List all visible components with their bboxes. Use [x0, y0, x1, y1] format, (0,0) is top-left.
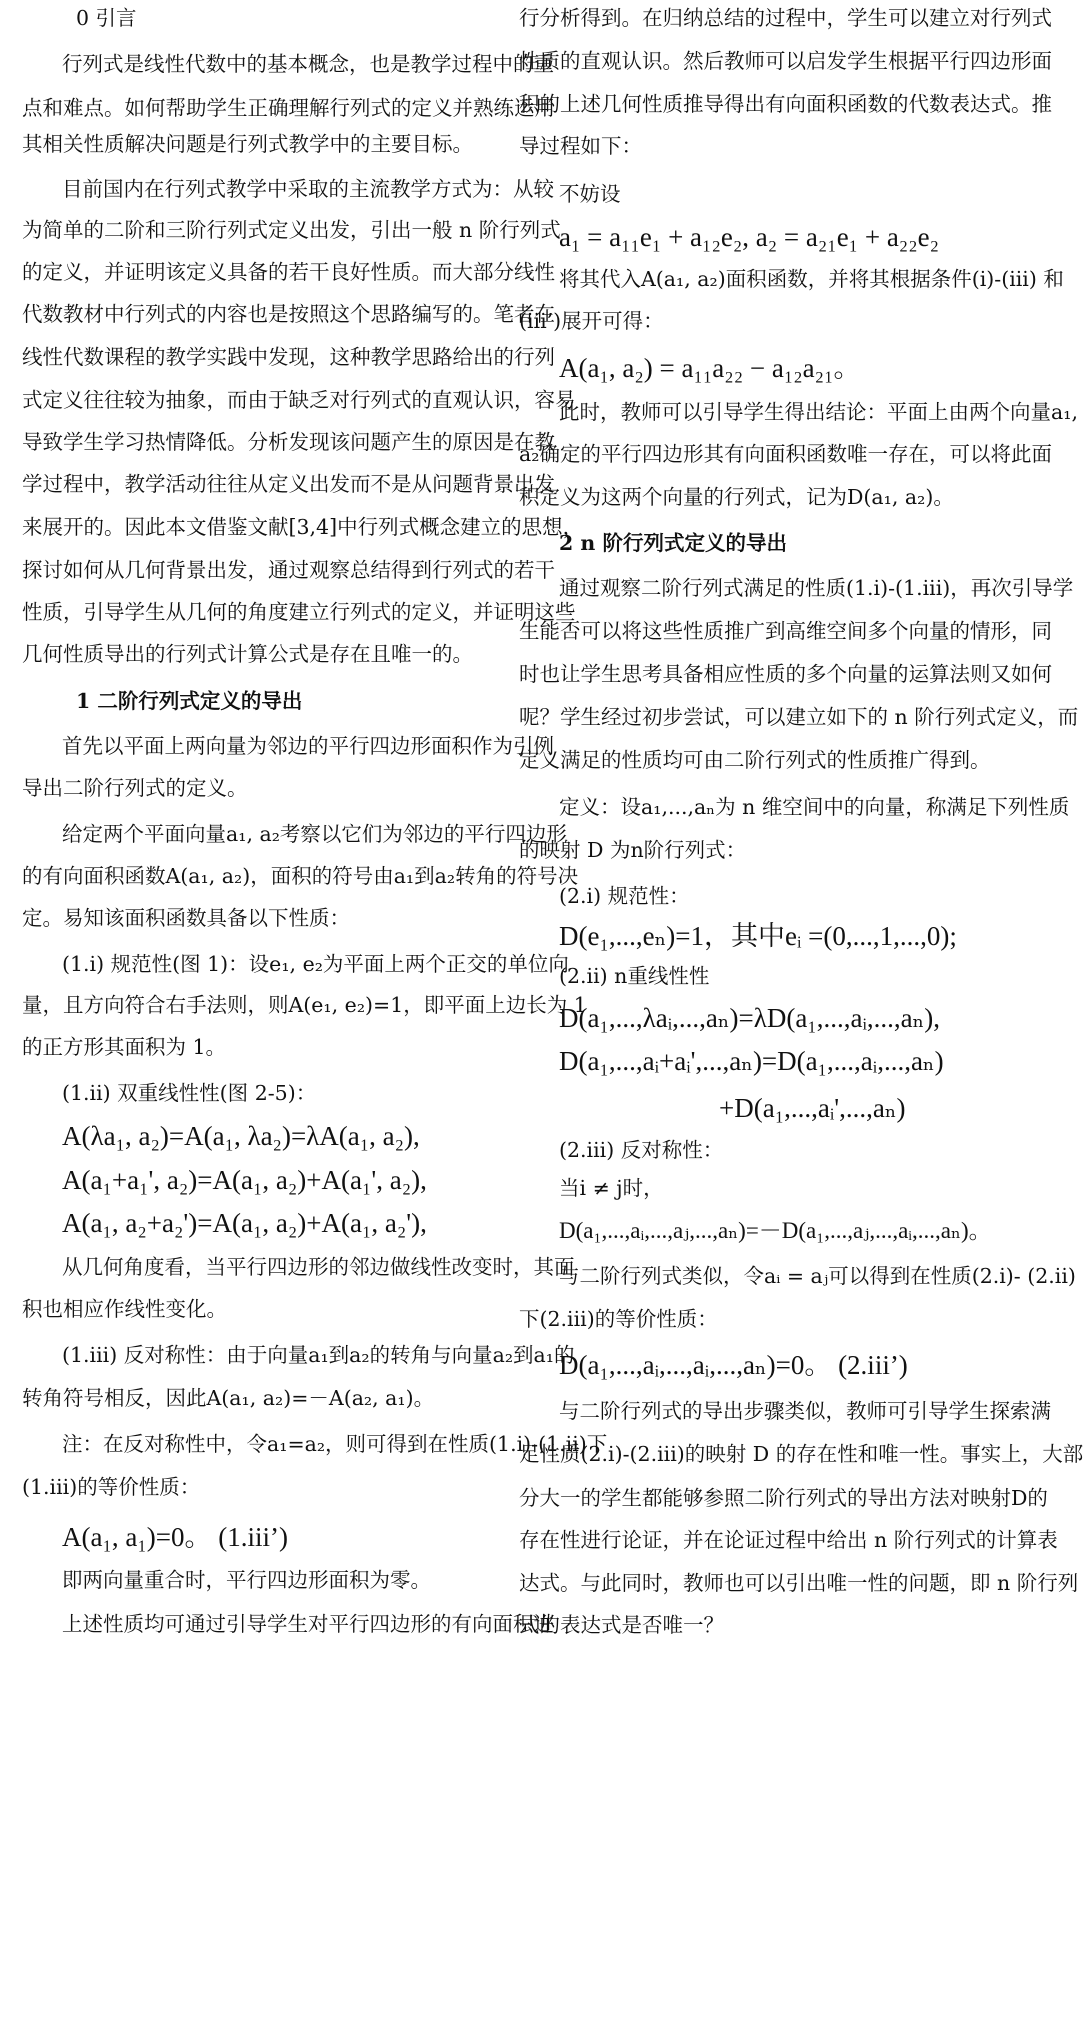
text-line: 积也相应作线性变化。 — [22, 1297, 227, 1321]
text-line: 为简单的二阶和三阶行列式定义出发，引出一般 n 阶行列式 — [22, 218, 561, 242]
text-line: 导过程如下： — [519, 134, 642, 158]
formula-line: a₁ = a₁₁e₁ + a₁₂e₂, a₂ = a₂₁e₁ + a₂₂e₂ — [559, 222, 940, 252]
text-line: 时也让学生思考具备相应性质的多个向量的运算法则又如何 — [519, 662, 1052, 686]
section-heading: 2 n 阶行列式定义的导出 — [559, 531, 787, 555]
text-line: 存在性进行论证，并在论证过程中给出 n 阶行列式的计算表 — [519, 1528, 1058, 1552]
formula-line: A(a₁+a₁', a₂)=A(a₁, a₂)+A(a₁', a₂), — [62, 1165, 427, 1195]
text-line: 代数教材中行列式的内容也是按照这个思路编写的。笔者在 — [22, 302, 555, 326]
text-line: 目前国内在行列式教学中采取的主流教学方式为：从较 — [62, 177, 554, 201]
text-line: 几何性质导出的行列式计算公式是存在且唯一的。 — [22, 642, 473, 666]
text-line: 从几何角度看，当平行四边形的邻边做线性改变时，其面 — [62, 1255, 575, 1279]
text-line: 量，且方向符合右手法则，则A(e₁, e₂)=1，即平面上边长为 1 — [22, 993, 587, 1017]
text-line: 下(2.iii)的等价性质： — [519, 1307, 718, 1331]
formula-line: A(λa₁, a₂)=A(a₁, λa₂)=λA(a₁, a₂), — [62, 1121, 420, 1151]
text-line: (iii’)展开可得： — [519, 309, 664, 333]
text-line: (1.i) 规范性(图 1)：设e₁, e₂为平面上两个正交的单位向 — [62, 952, 569, 976]
text-line: 足性质(2.i)-(2.iii)的映射 D 的存在性和唯一性。事实上，大部 — [519, 1442, 1083, 1466]
text-line: 导致学生学习热情降低。分析发现该问题产生的原因是在教 — [22, 430, 555, 454]
text-line: 此时，教师可以引导学生得出结论：平面上由两个向量a₁, — [559, 400, 1078, 424]
text-line: 的映射 D 为n阶行列式： — [519, 838, 747, 862]
text-line: 定义：设a₁,...,aₙ为 n 维空间中的向量，称满足下列性质 — [559, 795, 1070, 819]
text-line: 行列式是线性代数中的基本概念，也是教学过程中的重 — [62, 52, 554, 76]
text-line: 注：在反对称性中，令a₁=a₂，则可得到在性质(1.i)-(1.ii)下 — [62, 1432, 608, 1456]
formula-line: A(a₁, a₁)=0。 (1.iii’) — [62, 1522, 288, 1552]
formula-line: A(a₁, a₂+a₂')=A(a₁, a₂)+A(a₁, a₂'), — [62, 1208, 427, 1238]
formula-line: D(a₁,...,aᵢ,...,aᵢ,...,aₙ)=0。 (2.iii’) — [559, 1350, 908, 1380]
text-line: 点和难点。如何帮助学生正确理解行列式的定义并熟练运用 — [22, 96, 555, 120]
text-line: 导出二阶行列式的定义。 — [22, 776, 248, 800]
text-line: (2.ii) n重线性性 — [559, 964, 710, 988]
section-heading: 1 二阶行列式定义的导出 — [76, 689, 303, 713]
text-line: 探讨如何从几何背景出发，通过观察总结得到行列式的若干 — [22, 558, 555, 582]
text-line: 转角符号相反，因此A(a₁, a₂)=－A(a₂, a₁)。 — [22, 1386, 435, 1410]
text-line: 0 引言 — [76, 6, 137, 30]
text-line: 的有向面积函数A(a₁, a₂)，面积的符号由a₁到a₂转角的符号决 — [22, 864, 579, 888]
text-line: 其相关性质解决问题是行列式教学中的主要目标。 — [22, 132, 473, 156]
text-line: 性质的直观认识。然后教师可以启发学生根据平行四边形面 — [519, 49, 1052, 73]
text-line: 即两向量重合时，平行四边形面积为零。 — [62, 1568, 431, 1592]
text-line: 生能否可以将这些性质推广到高维空间多个向量的情形，同 — [519, 619, 1052, 643]
text-line: (2.iii) 反对称性： — [559, 1138, 724, 1162]
text-line: (1.ii) 双重线性性(图 2-5)： — [62, 1081, 317, 1105]
text-line: 学过程中，教学活动往往从定义出发而不是从问题背景出发 — [22, 472, 555, 496]
formula-line: +D(a₁,...,aᵢ',...,aₙ) — [719, 1093, 906, 1123]
text-line: 达式。与此同时，教师也可以引出唯一性的问题，即 n 阶行列 — [519, 1571, 1079, 1595]
formula-line: D(e₁,...,eₙ)=1，其中eᵢ =(0,...,1,...,0); — [559, 921, 957, 951]
text-line: 性质，引导学生从几何的角度建立行列式的定义，并证明这些 — [22, 600, 576, 624]
text-line: 式的表达式是否唯一？ — [519, 1613, 724, 1637]
text-line: 分大一的学生都能够参照二阶行列式的导出方法对映射D的 — [519, 1486, 1048, 1510]
formula-line: A(a₁, a₂) = a₁₁a₂₂ − a₁₂a₂₁。 — [559, 353, 861, 383]
text-line: 通过观察二阶行列式满足的性质(1.i)-(1.iii)，再次引导学 — [559, 576, 1074, 600]
text-line: 定。易知该面积函数具备以下性质： — [22, 906, 350, 930]
text-line: 积的上述几何性质推导得出有向面积函数的代数表达式。推 — [519, 92, 1052, 116]
text-line: 定义满足的性质均可由二阶行列式的性质推广得到。 — [519, 748, 991, 772]
text-line: 与二阶行列式的导出步骤类似，教师可引导学生探索满 — [559, 1399, 1051, 1423]
text-line: 将其代入A(a₁, a₂)面积函数，并将其根据条件(i)-(iii) 和 — [559, 267, 1064, 291]
text-line: 当i ≠ j时， — [559, 1176, 664, 1200]
formula-line: D(a₁,...,aᵢ+aᵢ',...,aₙ)=D(a₁,...,aᵢ,...,aₙ) — [559, 1046, 944, 1076]
text-line: 行分析得到。在归纳总结的过程中，学生可以建立对行列式 — [519, 6, 1052, 30]
formula-line: D(a₁,...,λaᵢ,...,aₙ)=λD(a₁,...,aᵢ,...,aₙ), — [559, 1003, 941, 1033]
text-line: 不妨设 — [559, 182, 621, 206]
text-line: 与二阶行列式类似，令aᵢ = aⱼ可以得到在性质(2.i)- (2.ii) — [559, 1264, 1076, 1288]
text-line: 给定两个平面向量a₁, a₂考察以它们为邻边的平行四边形 — [62, 822, 567, 846]
text-line: 积定义为这两个向量的行列式，记为D(a₁, a₂)。 — [519, 485, 954, 509]
text-line: 呢？学生经过初步尝试，可以建立如下的 n 阶行列式定义，而 — [519, 705, 1079, 729]
text-line: 首先以平面上两向量为邻边的平行四边形面积作为引例 — [62, 734, 554, 758]
text-line: 的定义，并证明该定义具备的若干良好性质。而大部分线性 — [22, 260, 555, 284]
text-line: 上述性质均可通过引导学生对平行四边形的有向面积进 — [62, 1612, 554, 1636]
text-line: a₂确定的平行四边形其有向面积函数唯一存在，可以将此面 — [519, 442, 1052, 466]
text-line: (1.iii) 反对称性：由于向量a₁到a₂的转角与向量a₂到a₁的 — [62, 1343, 575, 1367]
text-line: (2.i) 规范性： — [559, 884, 690, 908]
text-line: 线性代数课程的教学实践中发现，这种教学思路给出的行列 — [22, 345, 555, 369]
text-line: 的正方形其面积为 1。 — [22, 1035, 227, 1059]
formula-line: D(a₁,...,aᵢ,...,aⱼ,...,aₙ)=－D(a₁,...,aⱼ,...,aᵢ,...,aₙ)。 — [559, 1218, 992, 1243]
text-line: 式定义往往较为抽象，而由于缺乏对行列式的直观认识，容易 — [22, 388, 576, 412]
text-line: 来展开的。因此本文借鉴文献[3,4]中行列式概念建立的思想， — [22, 515, 584, 539]
text-line: (1.iii)的等价性质： — [22, 1475, 201, 1499]
